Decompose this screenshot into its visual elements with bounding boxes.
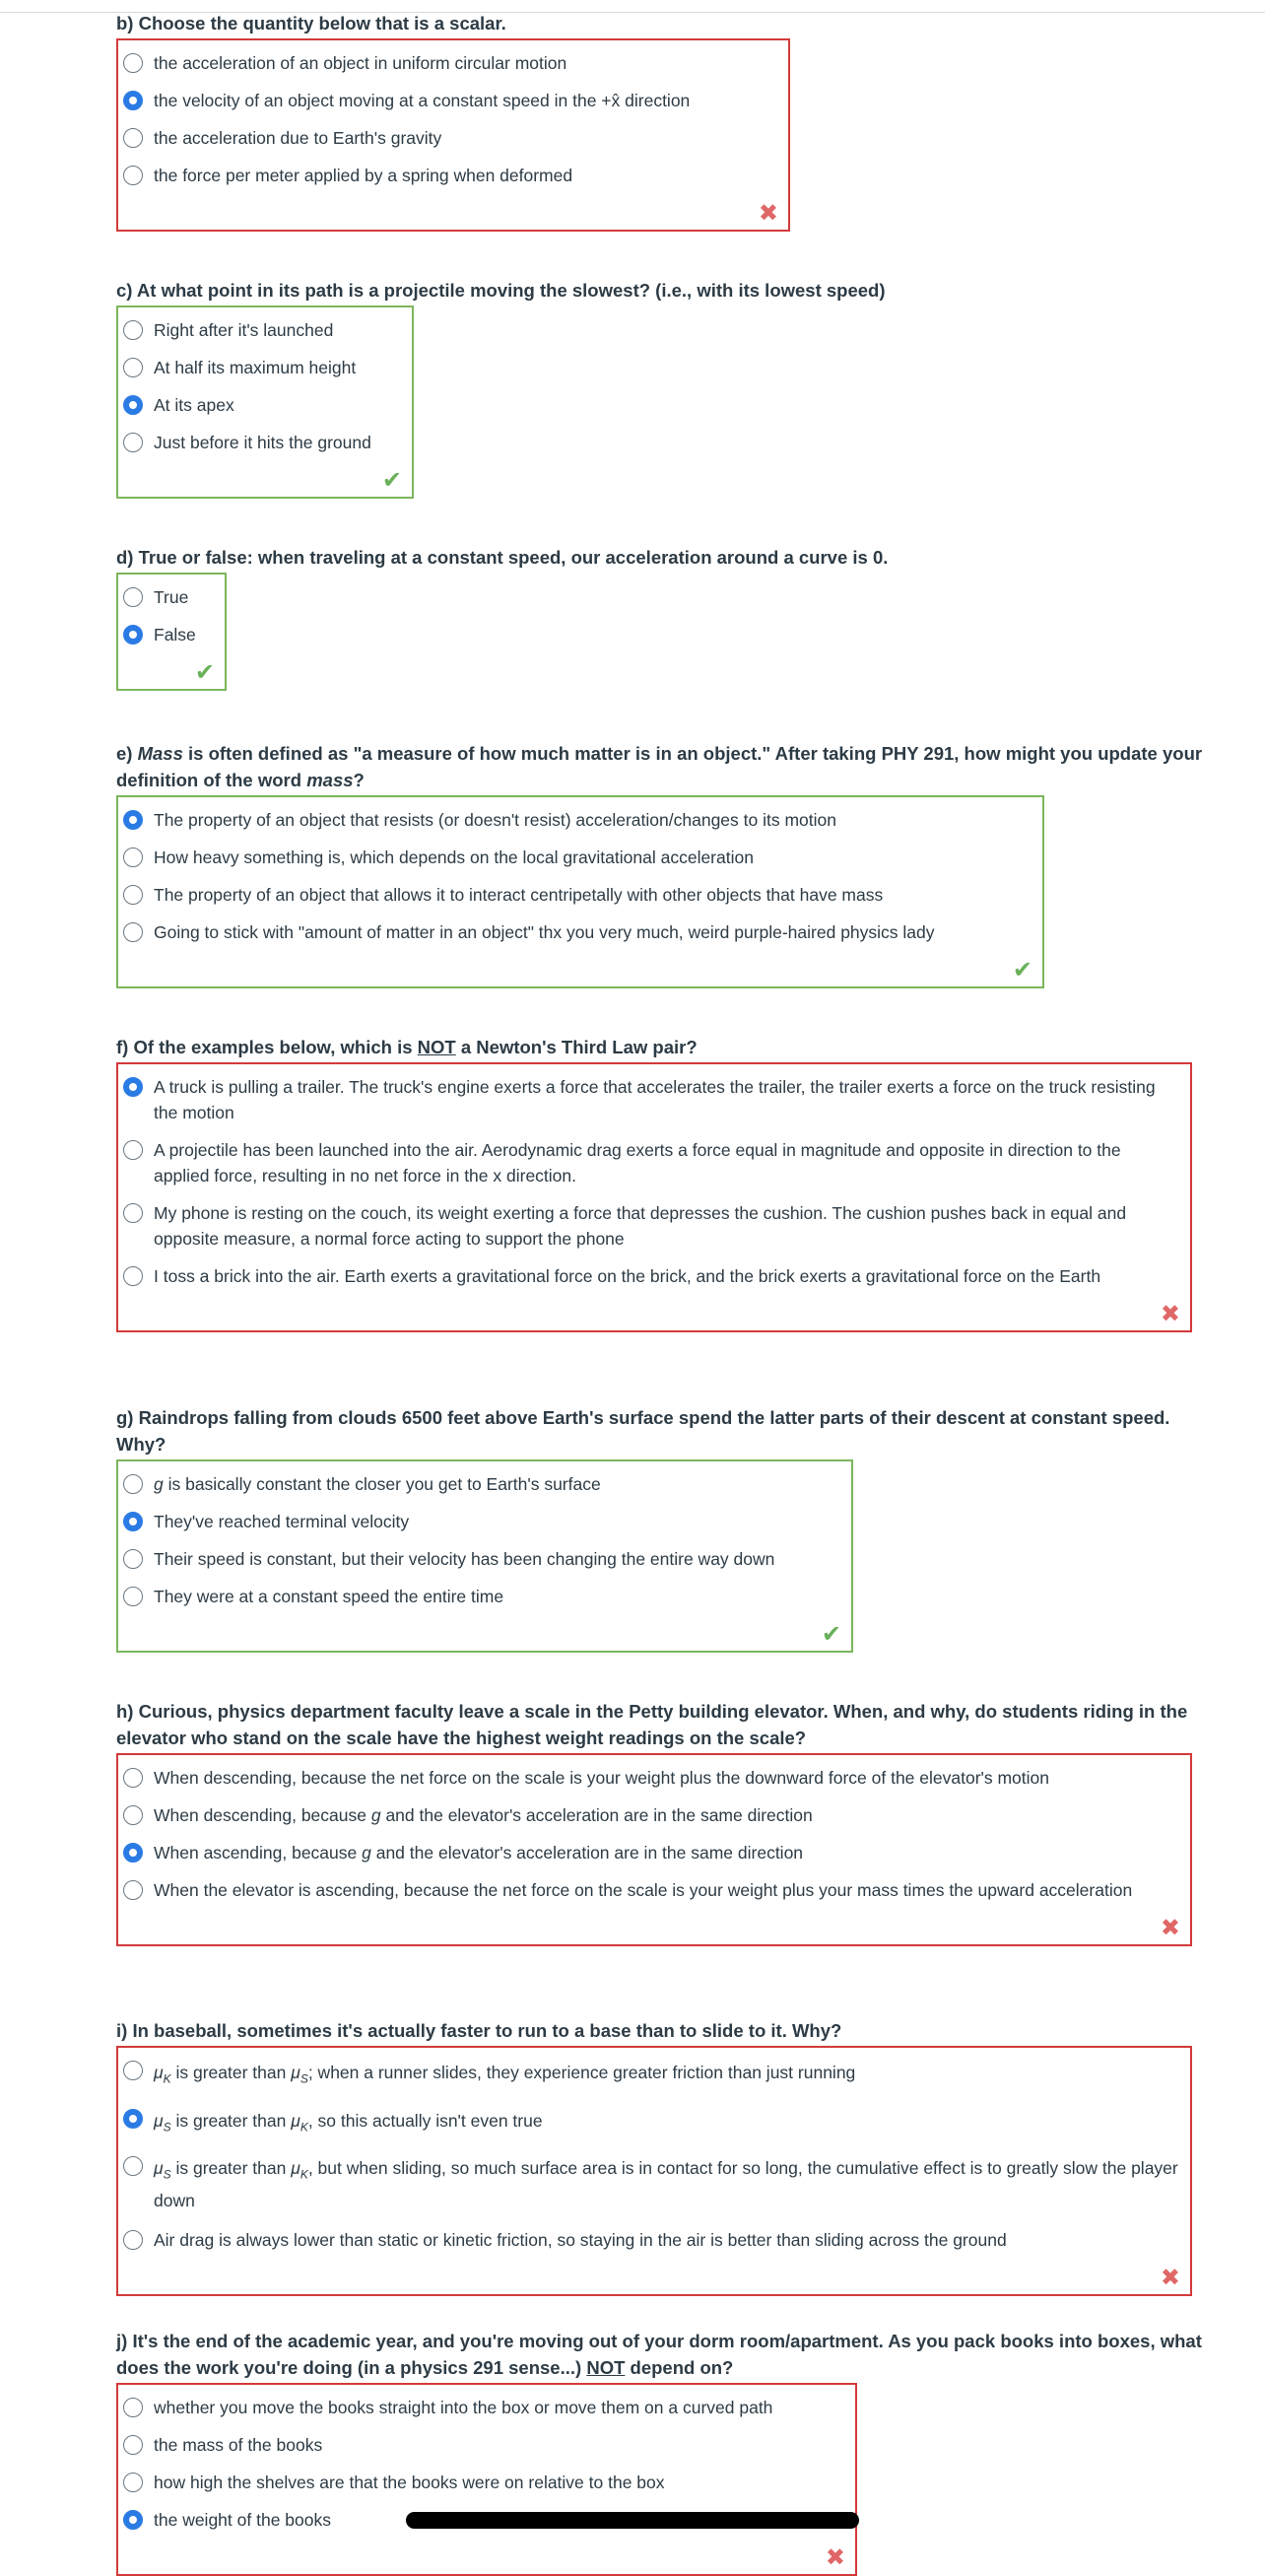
answer-box-correct [116, 573, 227, 691]
radio-button-selected[interactable] [123, 2109, 143, 2129]
answer-option[interactable]: $\mu_S$ is greater than $\mu_K$, so this actually isn't even true [118, 2100, 1190, 2148]
radio-button-selected[interactable] [123, 2510, 143, 2530]
radio-button[interactable] [123, 885, 143, 905]
radio-button[interactable] [123, 1203, 143, 1223]
answer-option[interactable]: At half its maximum height [118, 349, 412, 386]
radio-button[interactable] [123, 1474, 143, 1494]
answer-option[interactable]: When descending, because g and the elevator's acceleration are in the same direction [118, 1796, 1190, 1834]
question-text: b) Choose the quantity below that is a scalar. [116, 13, 506, 34]
radio-button[interactable] [123, 2156, 143, 2176]
answer-box-incorrect [116, 1753, 1192, 1946]
answer-box-correct [116, 305, 414, 499]
radio-button[interactable] [123, 1768, 143, 1788]
answer-option[interactable]: How heavy something is, which depends on the local gravitational acceleration [118, 839, 1042, 876]
answer-box-incorrect [116, 2383, 857, 2576]
answer-option[interactable]: When the elevator is ascending, because the net force on the scale is your weight plus your mass times the upward acceleration [118, 1871, 1190, 1909]
question-text: d) True or false: when traveling at a constant speed, our acceleration around a curve is 0. [116, 547, 889, 568]
answer-option[interactable]: I toss a brick into the air. Earth exerts a gravitational force on the brick, and the brick exerts a gravitational force on the Earth [118, 1257, 1190, 1295]
check-icon: ✔ [381, 467, 402, 494]
radio-button-selected[interactable] [123, 91, 143, 110]
answer-option[interactable]: A projectile has been launched into the air. Aerodynamic drag exerts a force equal in magnitude and opposite in direction to the applied force, resulting in no net force in the x direction. [118, 1131, 1190, 1194]
answer-box-correct [116, 795, 1044, 988]
answer-option[interactable]: the weight of the books [118, 2501, 855, 2539]
question-g [116, 1404, 1210, 1653]
answer-option[interactable]: how high the shelves are that the books were on relative to the box [118, 2464, 855, 2501]
radio-button[interactable] [123, 166, 143, 185]
answer-option[interactable]: the force per meter applied by a spring when deformed [118, 157, 788, 194]
answer-option[interactable]: $\mu_K$ is greater than $\mu_S$; when a runner slides, they experience greater friction than just running [118, 2052, 1190, 2100]
radio-button[interactable] [123, 433, 143, 452]
radio-button[interactable] [123, 1266, 143, 1286]
answer-option[interactable]: Air drag is always lower than static or kinetic friction, so staying in the air is better than sliding across the ground [118, 2221, 1190, 2259]
question-text: e) Mass is often defined as "a measure of how much matter is in an object." After taking PHY 291, how might you update your definition of the word mass? [116, 743, 1203, 790]
answer-option[interactable]: Right after it's launched [118, 311, 412, 349]
radio-button[interactable] [123, 922, 143, 942]
answer-option[interactable]: My phone is resting on the couch, its weight exerting a force that depresses the cushion. The cushion pushes back in equal and opposite measure, a normal force acting to support the phone [118, 1194, 1190, 1257]
answer-option[interactable]: They've reached terminal velocity [118, 1503, 851, 1540]
radio-button[interactable] [123, 1587, 143, 1606]
answer-option[interactable]: whether you move the books straight into the box or move them on a curved path [118, 2389, 855, 2426]
radio-button[interactable] [123, 358, 143, 377]
question-text: f) Of the examples below, which is NOT a Newton's Third Law pair? [116, 1037, 698, 1057]
answer-option[interactable]: the mass of the books [118, 2426, 855, 2464]
answer-option[interactable]: $\mu_S$ is greater than $\mu_K$, but when sliding, so much surface area is in contact for so long, the cumulative effect is to greatly slow the player down [118, 2147, 1190, 2221]
check-icon: ✔ [821, 1621, 841, 1648]
radio-button[interactable] [123, 1140, 143, 1160]
radio-button[interactable] [123, 2435, 143, 2455]
answer-option[interactable]: Going to stick with "amount of matter in an object" thx you very much, weird purple-haired physics lady [118, 914, 1042, 951]
x-icon: ✖ [825, 2544, 845, 2571]
check-icon: ✔ [1012, 957, 1032, 983]
x-icon: ✖ [1160, 1301, 1180, 1327]
answer-box-correct [116, 1459, 853, 1653]
answer-option[interactable]: g is basically constant the closer you get to Earth's surface [118, 1465, 851, 1503]
answer-option[interactable]: True [118, 578, 225, 616]
scrollbar-thumb[interactable] [406, 2512, 859, 2529]
question-i [116, 2017, 1210, 2296]
radio-button[interactable] [123, 2230, 143, 2250]
answer-box-incorrect [116, 2046, 1192, 2296]
radio-button[interactable] [123, 2473, 143, 2492]
radio-button[interactable] [123, 2061, 143, 2080]
answer-option[interactable]: The property of an object that allows it to interact centripetally with other objects that have mass [118, 876, 1042, 914]
answer-option[interactable]: Just before it hits the ground [118, 424, 412, 461]
question-b [116, 10, 1210, 232]
answer-option[interactable]: Their speed is constant, but their velocity has been changing the entire way down [118, 1540, 851, 1578]
radio-button-selected[interactable] [123, 1512, 143, 1531]
radio-button[interactable] [123, 1880, 143, 1900]
answer-option[interactable]: When descending, because the net force on the scale is your weight plus the downward force of the elevator's motion [118, 1759, 1190, 1796]
answer-box-incorrect [116, 1062, 1192, 1332]
radio-button-selected[interactable] [123, 625, 143, 644]
radio-button-selected[interactable] [123, 1077, 143, 1097]
radio-button-selected[interactable] [123, 395, 143, 415]
answer-option[interactable]: They were at a constant speed the entire time [118, 1578, 851, 1615]
radio-button-selected[interactable] [123, 810, 143, 830]
answer-option[interactable]: the acceleration due to Earth's gravity [118, 119, 788, 157]
question-text: h) Curious, physics department faculty leave a scale in the Petty building elevator. When, and why, do students riding in the elevator who stand on the scale have the highest weight readings on the scale? [116, 1701, 1188, 1748]
radio-button[interactable] [123, 2398, 143, 2417]
question-text: i) In baseball, sometimes it's actually faster to run to a base than to slide to it. Why? [116, 2020, 842, 2041]
question-j [116, 2328, 1210, 2576]
radio-button[interactable] [123, 587, 143, 607]
radio-button[interactable] [123, 1805, 143, 1825]
question-e [116, 740, 1210, 988]
radio-button[interactable] [123, 847, 143, 867]
question-d [116, 544, 1210, 691]
x-icon: ✖ [758, 200, 778, 227]
answer-box-incorrect [116, 38, 790, 232]
radio-button-selected[interactable] [123, 1843, 143, 1863]
question-text: j) It's the end of the academic year, and you're moving out of your dorm room/apartment. As you pack books into boxes, what does the work you're doing (in a physics 291 sense...) NOT depend on? [116, 2331, 1202, 2378]
answer-option[interactable]: A truck is pulling a trailer. The truck's engine exerts a force that accelerates the trailer, the trailer exerts a force on the truck resisting the motion [118, 1068, 1190, 1131]
question-h [116, 1698, 1210, 1946]
answer-option[interactable]: When ascending, because g and the elevator's acceleration are in the same direction [118, 1834, 1190, 1871]
radio-button[interactable] [123, 320, 143, 340]
question-f [116, 1034, 1210, 1332]
question-text: c) At what point in its path is a projectile moving the slowest? (i.e., with its lowest speed) [116, 280, 886, 301]
answer-option[interactable]: the acceleration of an object in uniform circular motion [118, 44, 788, 82]
check-icon: ✔ [194, 659, 215, 686]
answer-option[interactable]: the velocity of an object moving at a constant speed in the +x̂ direction [118, 82, 788, 119]
radio-button[interactable] [123, 128, 143, 148]
radio-button[interactable] [123, 1549, 143, 1569]
x-icon: ✖ [1160, 1915, 1180, 1941]
question-c [116, 277, 1210, 499]
x-icon: ✖ [1160, 2264, 1180, 2291]
question-text: g) Raindrops falling from clouds 6500 feet above Earth's surface spend the latter parts of their descent at constant speed. Why? [116, 1407, 1170, 1455]
radio-button[interactable] [123, 53, 143, 73]
answer-option[interactable]: At its apex [118, 386, 412, 424]
answer-option[interactable]: The property of an object that resists (or doesn't resist) acceleration/changes to its motion [118, 801, 1042, 839]
answer-option[interactable]: False [118, 616, 225, 653]
